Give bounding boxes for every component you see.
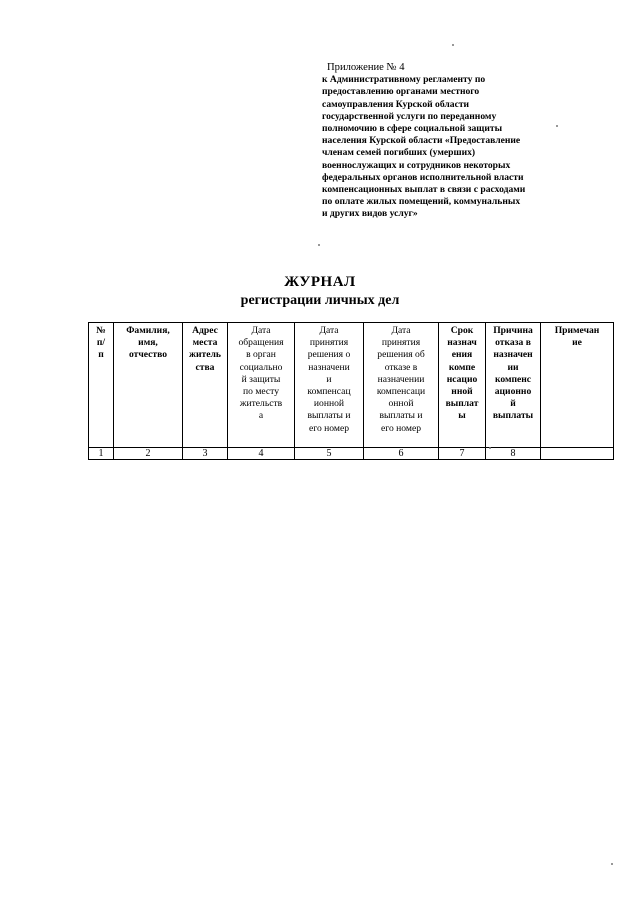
header-cell-refusal-decision: Дата принятия решения об отказе в назначении компенсаци онной выплаты и его номер: [364, 323, 439, 448]
column-number-cell: 1: [89, 448, 114, 460]
scan-speck: [452, 44, 454, 46]
table-row: [89, 448, 614, 460]
column-number-cell: 8: [486, 448, 541, 460]
header-cell-refusal-reason: Причина отказа в назначен ии компенс ационно й выплаты: [486, 323, 541, 448]
appendix-line: предоставлению органами местного: [322, 86, 480, 98]
appendix-line: полномочию в сфере социальной защиты: [322, 123, 503, 135]
column-number-cell: 5: [295, 448, 364, 460]
journal-subtitle: регистрации личных дел: [240, 293, 400, 308]
appendix-block: [322, 62, 622, 221]
header-cell-payment-term: Срок назнач ения компе нсацио нной выплат ы: [439, 323, 486, 448]
column-number-cell: [541, 448, 614, 460]
header-cell-full-name: Фамилия, имя, отчество: [114, 323, 183, 448]
appendix-title: Приложение № 4: [327, 62, 405, 73]
appendix-line: населения Курской области «Предоставление: [322, 135, 521, 147]
appendix-line: членам семей погибших (умерших): [322, 147, 476, 159]
appendix-line: самоуправления Курской области: [322, 98, 470, 110]
header-cell-application-date: Дата обращения в орган социально й защиты по месту жительств а: [228, 323, 295, 448]
header-cell-assignment-decision: Дата принятия решения о назначени и компенсац ионной выплаты и его номер: [295, 323, 364, 448]
scan-speck: [489, 447, 491, 449]
column-number-cell: 6: [364, 448, 439, 460]
appendix-line: государственной услуги по переданному: [322, 110, 497, 122]
header-cell-number: № п/ п: [89, 323, 114, 448]
scan-speck: [611, 863, 613, 865]
appendix-line: к Административному регламенту по: [322, 74, 486, 86]
scan-speck: [318, 244, 320, 246]
column-number-cell: 7: [439, 448, 486, 460]
appendix-line: и других видов услуг»: [322, 208, 418, 220]
column-number-cell: 4: [228, 448, 295, 460]
header-cell-note: Примечан ие: [541, 323, 614, 448]
appendix-text: [322, 74, 622, 220]
column-number-cell: 2: [114, 448, 183, 460]
appendix-line: по оплате жилых помещений, коммунальных: [322, 196, 521, 208]
appendix-line: компенсационных выплат в связи с расходами: [322, 184, 526, 196]
appendix-line: военнослужащих и сотрудников некоторых: [322, 159, 511, 171]
registration-table: [88, 322, 614, 460]
journal-title: ЖУРНАЛ: [284, 274, 356, 290]
scan-speck: [556, 125, 558, 127]
header-cell-address: Адрес места житель ства: [183, 323, 228, 448]
column-number-cell: 3: [183, 448, 228, 460]
table-header-row: [89, 323, 614, 448]
appendix-line: федеральных органов исполнительной власти: [322, 171, 524, 183]
